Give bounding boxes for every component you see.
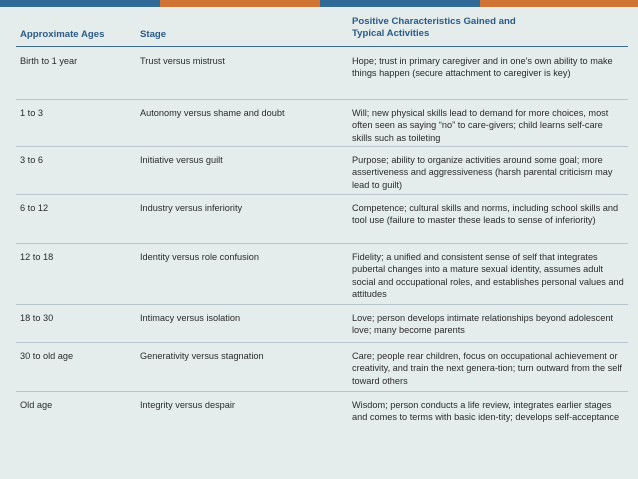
top-color-bar: [0, 0, 638, 7]
description-cell: Will; new physical skills lead to demand for more choices, most often seen as saying “no” to care-givers; child learns self-care skills such as toileting: [352, 108, 609, 143]
stage-cell: Intimacy versus isolation: [140, 313, 241, 323]
stage-cell: Integrity versus despair: [140, 400, 235, 410]
table-row: [16, 304, 628, 343]
top-bar-segment: [480, 0, 638, 7]
age-cell: Old age: [20, 400, 53, 410]
stage-cell: Trust versus mistrust: [140, 56, 225, 66]
age-cell: Birth to 1 year: [20, 56, 78, 66]
table-row: [16, 342, 628, 392]
description-cell: Care; people rear children, focus on occupational achievement or creativity, and train the next genera-tion; turn outward from the self toward others: [352, 351, 622, 386]
description-cell: Purpose; ability to organize activities around some goal; more assertiveness and aggressiveness (harsh parental criticism may lead to guilt): [352, 155, 613, 190]
header-age: Approximate Ages: [20, 29, 105, 40]
table-row: [16, 391, 628, 451]
table-header: [0, 7, 638, 50]
table-row: [16, 146, 628, 195]
age-cell: 3 to 6: [20, 155, 43, 165]
age-cell: 30 to old age: [20, 351, 74, 361]
age-cell: 18 to 30: [20, 313, 54, 323]
age-cell: 12 to 18: [20, 252, 54, 262]
top-bar-segment: [320, 0, 480, 7]
description-cell: Wisdom; person conducts a life review, integrates earlier stages and comes to terms with basic iden-tity; develops self-acceptance: [352, 400, 620, 423]
description-cell: Fidelity; a unified and consistent sense of self that integrates pubertal changes into a mature sexual identity, assumes adult social and occupational roles, and establishes personal values and attitudes: [352, 252, 624, 299]
table-row: [16, 243, 628, 305]
description-cell: Love; person develops intimate relationships beyond adolescent love; many become parents: [352, 313, 613, 336]
table-row: [16, 99, 628, 147]
header-stage: Stage: [140, 29, 167, 40]
header-characteristics: Positive Characteristics Gained and Typical Activities: [352, 16, 516, 39]
stage-cell: Generativity versus stagnation: [140, 351, 264, 361]
stage-cell: Initiative versus guilt: [140, 155, 223, 165]
table-row: [16, 194, 628, 244]
age-cell: 1 to 3: [20, 108, 43, 118]
stage-cell: Identity versus role confusion: [140, 252, 259, 262]
footer-area: [0, 458, 638, 479]
stage-cell: Autonomy versus shame and doubt: [140, 108, 285, 118]
age-cell: 6 to 12: [20, 203, 49, 213]
description-cell: Hope; trust in primary caregiver and in one's own ability to make things happen (secure attachment to caregiver is key): [352, 56, 613, 79]
table-row: [16, 47, 628, 100]
stage-cell: Industry versus inferiority: [140, 203, 243, 213]
top-bar-segment: [0, 0, 160, 7]
description-cell: Competence; cultural skills and norms, including school skills and tool use (failure to master these leads to sense of inferiority): [352, 203, 619, 226]
top-bar-segment: [160, 0, 320, 7]
